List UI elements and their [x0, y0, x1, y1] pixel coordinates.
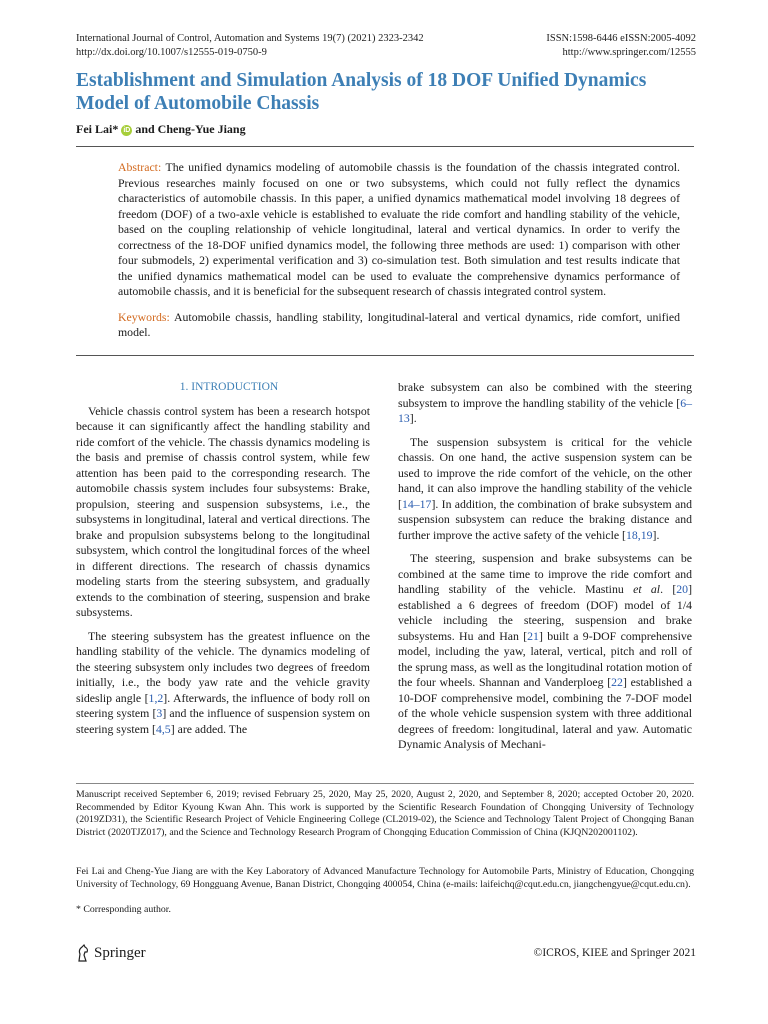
author-2: and Cheng-Yue Jiang — [135, 122, 246, 136]
abstract-text: The unified dynamics modeling of automobile chassis is the foundation of the chassis integrated control. Previous researches mainly focused on one or two subsystems, which could not fully reflect the dynamics characteristics of automobile chassis. In this paper, a unified dynamics mathematical model involving 18 degrees of freedom (DOF) of a two-axle vehicle is established to evaluate the ride comfort and handling stability of the vehicle, based on the coupling relationship of vehicle longitudinal, lateral and vertical dynamics. In order to verify the correctness of the 18-DOF unified dynamics model, the following three methods are used: 1) comparison with other four submodels, 2) experimental verification and 3) co-simulation test. Both simulation and test results indicate that the unified dynamics mathematical model can be used to evaluate the comprehensive dynamics performance of automobile chassis, and it is beneficial for the subsequent research of chassis integrated control system. — [118, 160, 680, 298]
title-line-2: Model of Automobile Chassis — [76, 93, 320, 114]
citation-link[interactable]: 18,19 — [625, 527, 653, 542]
doi-link[interactable]: http://dx.doi.org/10.1007/s12555-019-0750-9 — [76, 46, 267, 58]
citation-link[interactable]: 4,5 — [155, 721, 171, 736]
left-column — [76, 380, 370, 745]
author-list — [76, 122, 246, 137]
citation-link[interactable]: 6–13 — [398, 395, 692, 425]
springer-url[interactable]: http://www.springer.com/12555 — [562, 46, 696, 58]
issn-header — [546, 32, 696, 59]
author-1: Fei Lai* — [76, 122, 119, 136]
citation-link[interactable]: 1,2 — [148, 690, 164, 705]
orcid-icon[interactable]: iD — [123, 127, 131, 134]
abstract — [118, 160, 680, 300]
abstract-section — [118, 160, 680, 341]
paragraph: brake subsystem can also be combined with the steering subsystem to improve the handling stability of the vehicle [6–13]. — [398, 380, 692, 425]
journal-header — [76, 32, 424, 59]
footnote-rule — [76, 783, 694, 784]
issn-text: ISSN:1598-6446 eISSN:2005-4092 — [546, 33, 696, 44]
citation-link[interactable]: 3 — [156, 706, 163, 720]
footnote-corresponding: * Corresponding author. — [76, 904, 171, 915]
citation-link[interactable]: 22 — [611, 675, 623, 689]
citation-link[interactable]: 20 — [676, 582, 689, 596]
footnote-manuscript: Manuscript received September 6, 2019; revised February 25, 2020, May 25, 2020, August 2, 2020, and September 8, 2020; accepted October 20, 2020. Recommended by Editor Kyoung Kwan Ahn. This work is supported by the Scientific Research Foundation of Chongqing University of Technology (2019ZD31), the Scientific Research Project of Vehicle Engineering College (CL2019-02), the Science and Technology Talent Project of Chongqing Banan District (2020TJZ017), and the Science and Technology Research Program of Chongqing Education Commission of China (KJQN202001102). — [76, 789, 694, 838]
keywords — [118, 310, 680, 341]
paper-title — [76, 69, 706, 115]
citation-link[interactable]: 21 — [527, 628, 539, 643]
top-rule — [76, 146, 694, 147]
paragraph: Vehicle chassis control system has been a research hotspot because it can significantly affect the handling stability and ride comfort of the vehicle. The chassis dynamics modeling is the basis and premise of chassis control system, while few attention has been paid to the corresponding research. The automobile chassis system includes four subsystems: Brake, propulsion, steering and suspension subsystems, i.e., the subsystems in longitudinal, lateral and vertical directions. The brake and propulsion subsystems belong to the longitudinal subsystem, which control the longitudinal forces of the wheel in different directions. The research of chassis dynamics modeling starts from the steering subsystem, and gradually extends to the combination of steering, suspension and brake subsystems. — [76, 403, 370, 619]
publisher-name: Springer — [94, 944, 146, 961]
citation-link[interactable]: 14–17 — [401, 496, 432, 511]
abstract-rule — [76, 355, 694, 356]
keywords-text: Automobile chassis, handling stability, longitudinal-lateral and vertical dynamics, ride comfort, unified model. — [118, 309, 680, 339]
paragraph: The steering, suspension and brake subsystems can be combined at the same time to improve the ride comfort and handling stability of the vehicle. Mastinu et al. [20] established a 6 degrees of freedom (DOF) model of 1/4 vehicle including the steering, suspension and brake subsystems. Hu and Han [21] built a 9-DOF comprehensive model, including the yaw, lateral, vertical, pitch and roll of the sprung mass, as well as the longitudinal rotation motion of the four wheels. Shannan and Vanderploeg [22] established a 10-DOF comprehensive model, combining the 7-DOF model of the whole vehicle suspension system with three additional degrees of freedom: longitudinal, lateral and yaw. Automatic Dynamic Analysis of Mechani- — [398, 551, 692, 751]
journal-citation: International Journal of Control, Automation and Systems 19(7) (2021) 2323-2342 — [76, 33, 424, 44]
title-line-1: Establishment and Simulation Analysis of 18 DOF Unified Dynamics — [76, 70, 647, 91]
right-column — [398, 380, 692, 761]
paragraph: The suspension subsystem is critical for the vehicle chassis. On one hand, the active suspension system can be used to improve the ride comfort of the vehicle, on the other hand, it can also improve the handling stability of the vehicle [14–17]. In addition, the combination of brake subsystem and suspension subsystem can reduce the braking distance and further improve the active safety of the vehicle [18,19]. — [398, 434, 692, 542]
copyright-notice: ©ICROS, KIEE and Springer 2021 — [533, 947, 696, 959]
springer-logo — [76, 944, 146, 962]
section-heading-introduction: 1. INTRODUCTION — [179, 381, 279, 393]
footnote-affiliation: Fei Lai and Cheng-Yue Jiang are with the Key Laboratory of Advanced Manufacture Technology for Automobile Parts, Ministry of Education, Chongqing University of Technology, 69 Hongguang Avenue, Banan District, Chongqing 400054, China (e-mails: laifeichq@cqut.edu.cn, jiangchengyue@cqut.edu.cn). — [76, 866, 694, 890]
keywords-label: Keywords: — [118, 309, 170, 324]
paragraph: The steering subsystem has the greatest influence on the handling stability of the vehicle. The dynamics modeling of the steering subsystem only includes two degrees of freedom initially, i.e., the body yaw rate and the vehicle gravity sideslip angle [1,2]. Afterwards, the influence of body roll on steering system [3] and the influence of suspension system on steering system [4,5] are added. The — [76, 628, 370, 736]
abstract-label: Abstract: — [118, 160, 162, 174]
springer-horse-icon — [76, 944, 90, 962]
